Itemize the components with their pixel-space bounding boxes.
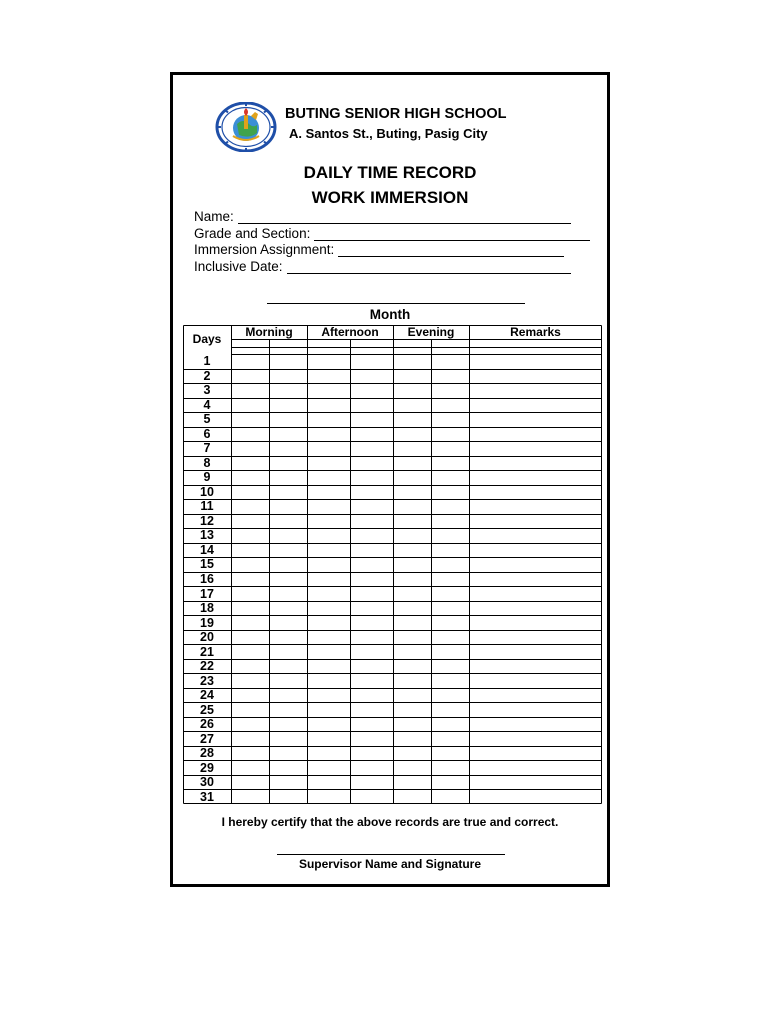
school-address: A. Santos St., Buting, Pasig City	[289, 126, 488, 141]
day-number: 17	[200, 586, 214, 601]
day-number: 16	[200, 572, 214, 586]
day-number: 28	[200, 746, 214, 761]
day-number: 24	[200, 688, 214, 703]
day-number: 4	[203, 397, 211, 412]
name-label: Name:	[194, 209, 234, 224]
daily-time-record-card	[170, 72, 610, 887]
day-number: 26	[200, 717, 214, 732]
day-number: 21	[200, 644, 214, 659]
day-number: 18	[200, 601, 214, 616]
day-number: 29	[200, 760, 214, 775]
day-number: 8	[203, 455, 211, 470]
day-number: 7	[203, 441, 211, 456]
day-number: 3	[203, 383, 211, 398]
month-blank[interactable]	[267, 303, 525, 304]
day-number: 27	[200, 731, 214, 746]
table-grid-lines	[183, 325, 602, 804]
grade-section-field[interactable]	[194, 226, 590, 241]
time-record-table	[183, 325, 602, 804]
inclusive-date-label: Inclusive Date:	[194, 259, 283, 274]
immersion-assignment-label: Immersion Assignment:	[194, 242, 335, 257]
certification-statement: I hereby certify that the above records are true and correct.	[221, 815, 559, 829]
signature-blank[interactable]	[277, 854, 505, 855]
morning-header: Morning	[245, 325, 293, 339]
grade-section-blank[interactable]	[314, 227, 590, 241]
evening-header: Evening	[407, 325, 455, 339]
day-number: 31	[200, 789, 214, 804]
name-blank[interactable]	[238, 210, 571, 224]
school-seal-icon	[215, 102, 277, 152]
day-number: 11	[200, 499, 214, 514]
day-number: 23	[200, 673, 214, 688]
day-number: 14	[200, 542, 214, 557]
afternoon-header: Afternoon	[321, 325, 379, 339]
form-title: DAILY TIME RECORD	[303, 163, 477, 182]
day-number: 5	[203, 412, 211, 427]
day-number: 9	[203, 470, 211, 485]
day-number: 1	[203, 354, 211, 369]
immersion-assignment-blank[interactable]	[338, 243, 564, 257]
form-subtitle: WORK IMMERSION	[311, 188, 469, 207]
day-number: 10	[200, 484, 214, 499]
name-field[interactable]	[194, 209, 571, 224]
days-header: Days	[192, 332, 222, 346]
school-name: BUTING SENIOR HIGH SCHOOL	[285, 106, 507, 122]
remarks-header: Remarks	[510, 325, 561, 339]
month-label: Month	[369, 307, 411, 322]
day-number: 22	[200, 659, 214, 674]
grade-section-label: Grade and Section:	[194, 226, 311, 241]
day-number: 25	[200, 702, 214, 717]
day-number: 30	[200, 775, 214, 790]
day-number: 12	[200, 513, 214, 528]
day-number: 6	[203, 426, 211, 441]
day-number: 15	[200, 557, 214, 572]
inclusive-date-blank[interactable]	[287, 260, 571, 274]
day-number: 20	[200, 630, 214, 645]
inclusive-date-field[interactable]	[194, 259, 571, 274]
signature-label: Supervisor Name and Signature	[298, 857, 482, 871]
day-number: 2	[203, 368, 211, 383]
immersion-assignment-field[interactable]	[194, 242, 564, 257]
day-number: 19	[200, 615, 214, 630]
day-number: 13	[200, 528, 214, 543]
